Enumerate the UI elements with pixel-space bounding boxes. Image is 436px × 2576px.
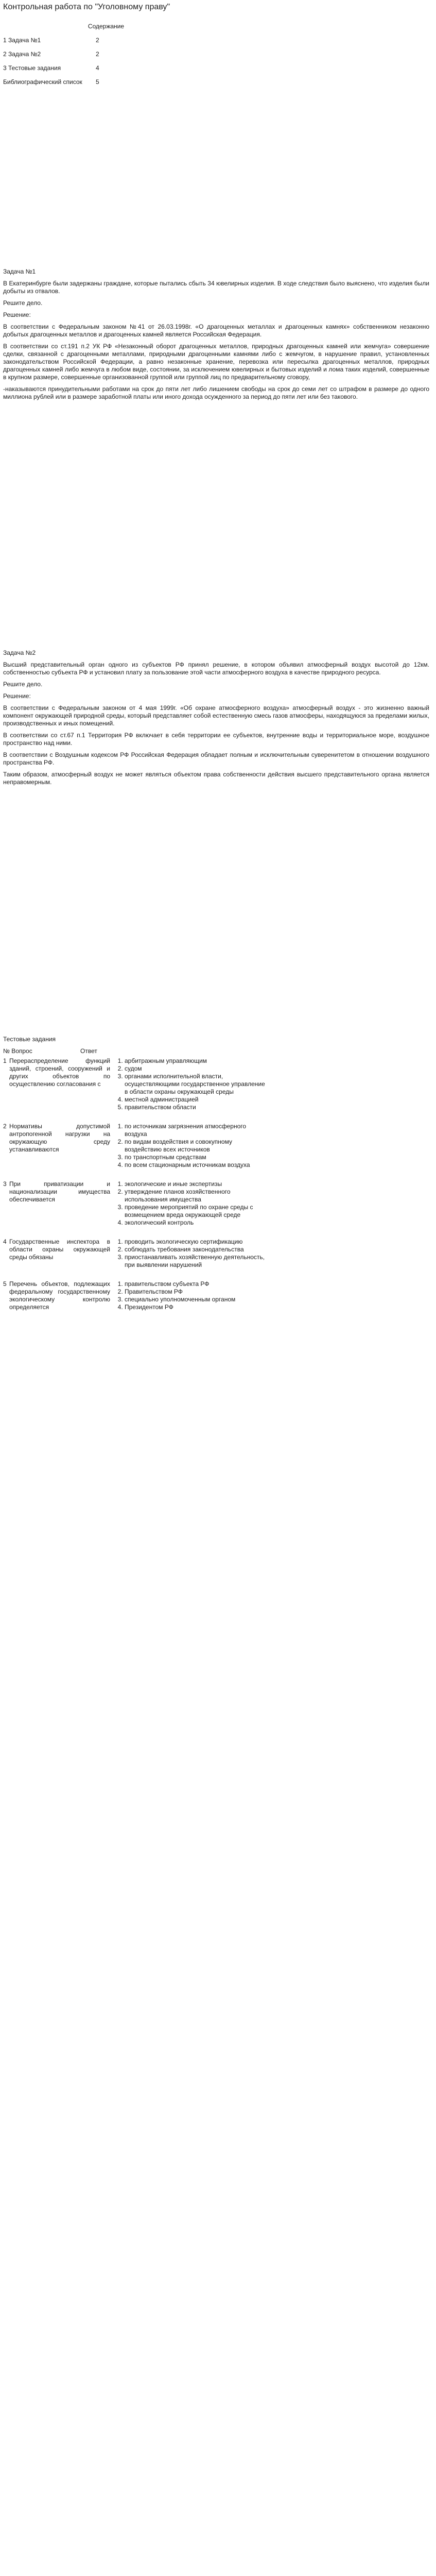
task-1-paragraph: -наказываются принудительными работами на срок до пяти лет либо лишением свободы на срок до семи лет со штрафом в размере до одного миллиона рублей или в размере заработной платы или иного дохода осужденного за период до пяти лет или без такового. — [3, 385, 429, 400]
answer-option: 2. судом — [125, 1065, 270, 1073]
answer-option: 2. утверждение планов хозяйственного использования имущества — [125, 1188, 270, 1204]
task-2-section — [3, 649, 429, 790]
answer-option: 4. местной администрацией — [125, 1096, 270, 1104]
answer-option: 1. по источникам загрязнения атмосферного воздуха — [125, 1123, 270, 1138]
answer-option: 4. по всем стационарным источникам воздуха — [125, 1161, 270, 1169]
answer-option: 2. соблюдать требования законодательства — [125, 1246, 270, 1253]
task-2-paragraph: В соответствии с Федеральным законом от 4 мая 1999г. «Об охране атмосферного воздуха» атмосферный воздух - это жизненно важный компонент окружающей природной среды, который представляет собой естественную смесь газов атмосферы, находящуюся за пределами жилых, производственных и иных помещений. — [3, 704, 429, 727]
toc-item-page: 5 — [96, 78, 99, 86]
page-title: Контрольная работа по "Уголовному праву" — [3, 3, 170, 11]
task-2-paragraph: Таким образом, атмосферный воздух не может являться объектом права собственности действия высшего представительного органа является неправомерным. — [3, 771, 429, 786]
row-question: Нормативы допустимой антропогенной нагрузки на окружающую среду устанавливаются — [9, 1123, 110, 1153]
task-2-question: Решите дело. — [3, 681, 43, 688]
task-2-solution-label: Решение: — [3, 692, 31, 700]
answer-option: 4. Президентом РФ — [125, 1303, 270, 1311]
answer-option: 1. экологические и иные экспертизы — [125, 1180, 270, 1188]
toc-item[interactable] — [3, 78, 158, 86]
row-number: 4 — [3, 1238, 7, 1245]
row-number: 2 — [3, 1123, 7, 1130]
toc-item[interactable] — [3, 37, 158, 44]
row-number: 3 — [3, 1180, 7, 1188]
answer-option: 3. проведение мероприятий по охране среды с возмещением вреда окружающей среде — [125, 1204, 270, 1219]
answer-option: 1. правительством субъекта РФ — [125, 1280, 270, 1288]
row-answers — [115, 1123, 270, 1169]
toc-item-page: 4 — [96, 64, 99, 72]
toc-item-page: 2 — [96, 37, 99, 44]
task-2-paragraph: В соответствии с Воздушным кодексом РФ Российская Федерация обладает полным и исключительным суверенитетом в отношении воздушного пространства РФ. — [3, 751, 429, 766]
toc-item-page: 2 — [96, 50, 99, 58]
answer-option: 2. Правительством РФ — [125, 1288, 270, 1296]
table-row — [3, 1180, 271, 1227]
tests-section — [3, 1036, 271, 1323]
toc-item-label: 1 Задача №1 — [3, 37, 41, 44]
answer-option: 3. органами исполнительной власти, осуществляющими государственное управление в области охраны окружающей среды — [125, 1073, 270, 1096]
col-answer-header: Ответ — [80, 1047, 97, 1055]
task-1-paragraph: В соответствии с Федеральным законом №41 от 26.03.1998г. «О драгоценных металлах и драгоценных камнях» собственником незаконно добытых драгоценных металлов и драгоценных камней является Российская Федерация. — [3, 323, 429, 338]
answer-option: 5. правительством области — [125, 1104, 270, 1111]
toc-item-label: 3 Тестовые задания — [3, 64, 61, 72]
row-number: 5 — [3, 1280, 7, 1287]
tests-heading: Тестовые задания — [3, 1036, 56, 1043]
col-question-header: № Вопрос — [3, 1047, 32, 1055]
answer-option: 4. экологический контроль — [125, 1219, 270, 1227]
row-number: 1 — [3, 1057, 7, 1064]
toc-item-label: 2 Задача №2 — [3, 50, 41, 58]
toc-item-label: Библиографический список — [3, 78, 82, 86]
table-row — [3, 1057, 271, 1111]
table-of-contents — [3, 23, 158, 86]
table-row — [3, 1123, 271, 1169]
answer-option: 3. приостанавливать хозяйственную деятельность, при выявлении нарушений — [125, 1253, 270, 1269]
task-2-condition: Высший представительный орган одного из субъектов РФ принял решение, в котором объявил атмосферный воздух высотой до 12км. собственностью субъекта РФ и установил плату за пользование этой части атмосферного воздуха в качестве природного ресурса. — [3, 661, 429, 676]
table-row — [3, 1238, 271, 1269]
row-answers — [115, 1057, 270, 1111]
table-row — [3, 1280, 271, 1311]
task-1-paragraph: В соответствии со ст.191 п.2 УК РФ «Незаконный оборот драгоценных металлов, природных драгоценных камней или жемчуга» совершение сделки, связанной с драгоценными металлами, природными драгоценными камнями либо с жемчугом, в нарушение правил, установленных законодательством Российской Федерации, а равно незаконные хранение, перевозка или пересылка драгоценных металлов, природных драгоценных камней либо жемчуга в любом виде, состоянии, за исключением ювелирных и бытовых изделий и лома таких изделий, совершенные в крупном размере, совершенные организованной группой или группой лиц по предварительному сговору, — [3, 343, 429, 381]
answer-option: 1. арбитражным управляющим — [125, 1057, 270, 1065]
toc-heading: Содержание — [88, 23, 125, 30]
toc-item[interactable] — [3, 50, 158, 58]
tests-table-header — [3, 1047, 271, 1055]
row-question: При приватизации и национализации имущества обеспечивается — [9, 1180, 110, 1203]
task-1-condition: В Екатеринбурге были задержаны граждане, которые пытались сбыть 34 ювелирных изделия. В ходе следствия было выяснено, что изделия были добыты из отвалов. — [3, 280, 429, 295]
answer-option: 3. по транспортным средствам — [125, 1154, 270, 1161]
row-question: Перераспределение функций зданий, строений, сооружений и других объектов по осуществлению согласования с — [9, 1057, 110, 1088]
row-question: Государственные инспектора в области охраны окружающей среды обязаны — [9, 1238, 110, 1261]
answer-option: 3. специально уполномоченным органом — [125, 1296, 270, 1303]
toc-item[interactable] — [3, 64, 158, 72]
task-1-section — [3, 268, 429, 405]
task-1-question: Решите дело. — [3, 299, 43, 307]
row-question: Перечень объектов, подлежащих федеральному государственному экологическому контролю определяется — [9, 1280, 110, 1311]
answer-option: 2. по видам воздействия и совокупному воздействию всех источников — [125, 1138, 270, 1154]
row-answers — [115, 1180, 270, 1227]
task-1-solution-label: Решение: — [3, 311, 31, 318]
row-answers — [115, 1280, 270, 1311]
task-1-heading: Задача №1 — [3, 268, 36, 275]
task-2-paragraph: В соответствии со ст.67 п.1 Территория РФ включает в себя территории ее субъектов, внутренние воды и территориальное море, воздушное пространство над ними. — [3, 732, 429, 747]
row-answers — [115, 1238, 270, 1269]
task-2-heading: Задача №2 — [3, 649, 36, 656]
answer-option: 1. проводить экологическую сертификацию — [125, 1238, 270, 1246]
